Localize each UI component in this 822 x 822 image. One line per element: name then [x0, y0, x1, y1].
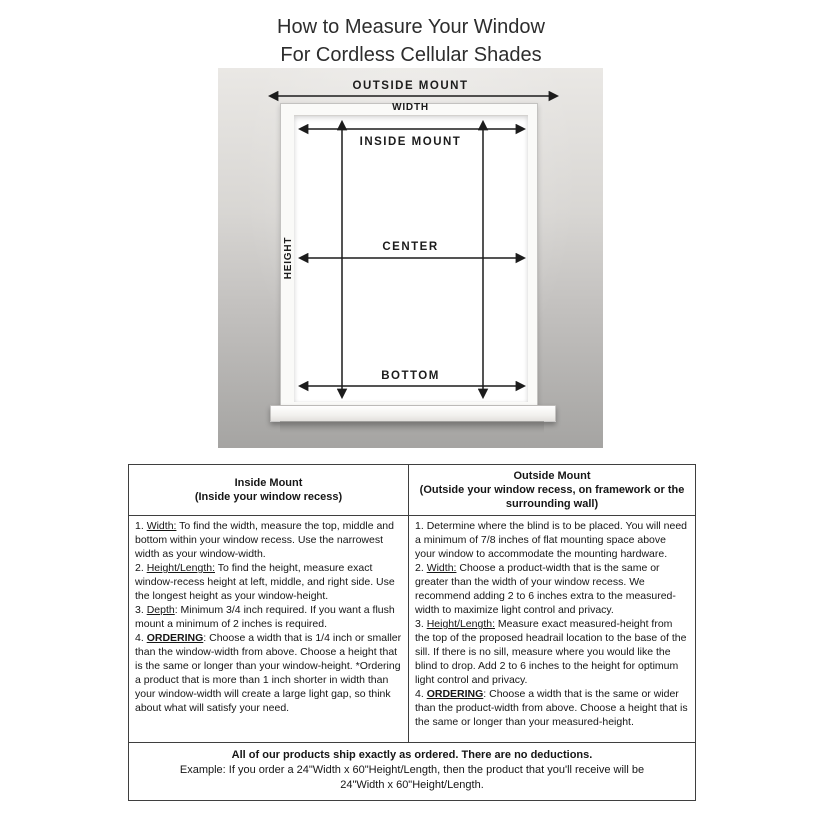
instruction-item: 2. Height/Length: To find the height, measure exact window-recess height at left, middle, and right side. Use the longest height as your window-height.: [135, 562, 395, 602]
measuring-instructions-table: [128, 464, 696, 801]
center-label: CENTER: [382, 241, 439, 253]
instruction-item: 2. Width: Choose a product-width that is the same or greater than the width of your window recess. We recommend adding 2 to 6 inches extra to the measured-width to maximize light control and privacy.: [415, 562, 676, 616]
page-title-line2: For Cordless Cellular Shades: [280, 44, 542, 66]
outside-mount-label: OUTSIDE MOUNT: [352, 80, 469, 92]
table-header-row: [129, 465, 695, 516]
inside-mount-instructions: [129, 516, 409, 742]
shipping-note: [129, 742, 695, 800]
shipping-note-example-line1: Example: If you order a 24"Width x 60"Height/Length, then the product that you'll receive will be: [179, 764, 645, 776]
page-title-line1: How to Measure Your Window: [277, 16, 545, 38]
width-label: WIDTH: [392, 102, 429, 113]
inside-mount-header-title: Inside Mount: [234, 477, 303, 489]
page-title: [0, 13, 822, 69]
instruction-item: 1. Determine where the blind is to be placed. You will need a minimum of 7/8 inches of flat mounting space above your window to accommodate the mounting hardware.: [415, 520, 688, 560]
height-label: HEIGHT: [283, 236, 294, 280]
instruction-item: 3. Depth: Minimum 3/4 inch required. If you want a flush mount a minimum of 2 inches is required.: [135, 604, 395, 630]
inside-mount-header: [129, 465, 409, 516]
instruction-item: 3. Height/Length: Measure exact measured-height from the top of the proposed headrail location to the base of the sill. If there is no sill, measure where you would like the blind to drop. Add 2 to 6 inches to the height for optimum light control and privacy.: [415, 618, 687, 686]
table-body-row: [129, 516, 695, 742]
bottom-label: BOTTOM: [381, 370, 440, 382]
window-diagram-photo: [218, 68, 603, 448]
outside-mount-header-title: Outside Mount: [513, 470, 591, 482]
measurement-arrows-graphic: [218, 68, 603, 448]
instruction-item: 4. ORDERING: Choose a width that is the same or wider than the product-width from above. Choose a height that is the same or longer than your measured-height.: [415, 688, 688, 728]
instruction-item: 4. ORDERING: Choose a width that is 1/4 inch or smaller than the window-width from above. Choose a height that is the same or longer than your window-height. *Ordering a product that is more than 1 inch shorter in width than your window-width will create a large light gap, so think about what will satisfy your need.: [135, 632, 402, 714]
inside-mount-header-sub: (Inside your window recess): [194, 491, 343, 503]
shipping-note-headline: All of our products ship exactly as ordered. There are no deductions.: [231, 749, 593, 761]
shipping-note-example-line2: 24"Width x 60"Height/Length.: [340, 779, 484, 791]
instruction-item: 1. Width: To find the width, measure the top, middle and bottom within your window recess. Use the narrowest width as your window-width.: [135, 520, 394, 560]
outside-mount-instructions: [409, 516, 695, 742]
outside-mount-header: [409, 465, 695, 516]
outside-mount-header-sub: (Outside your window recess, on framework or the surrounding wall): [419, 484, 685, 510]
inside-mount-label: INSIDE MOUNT: [359, 136, 462, 148]
